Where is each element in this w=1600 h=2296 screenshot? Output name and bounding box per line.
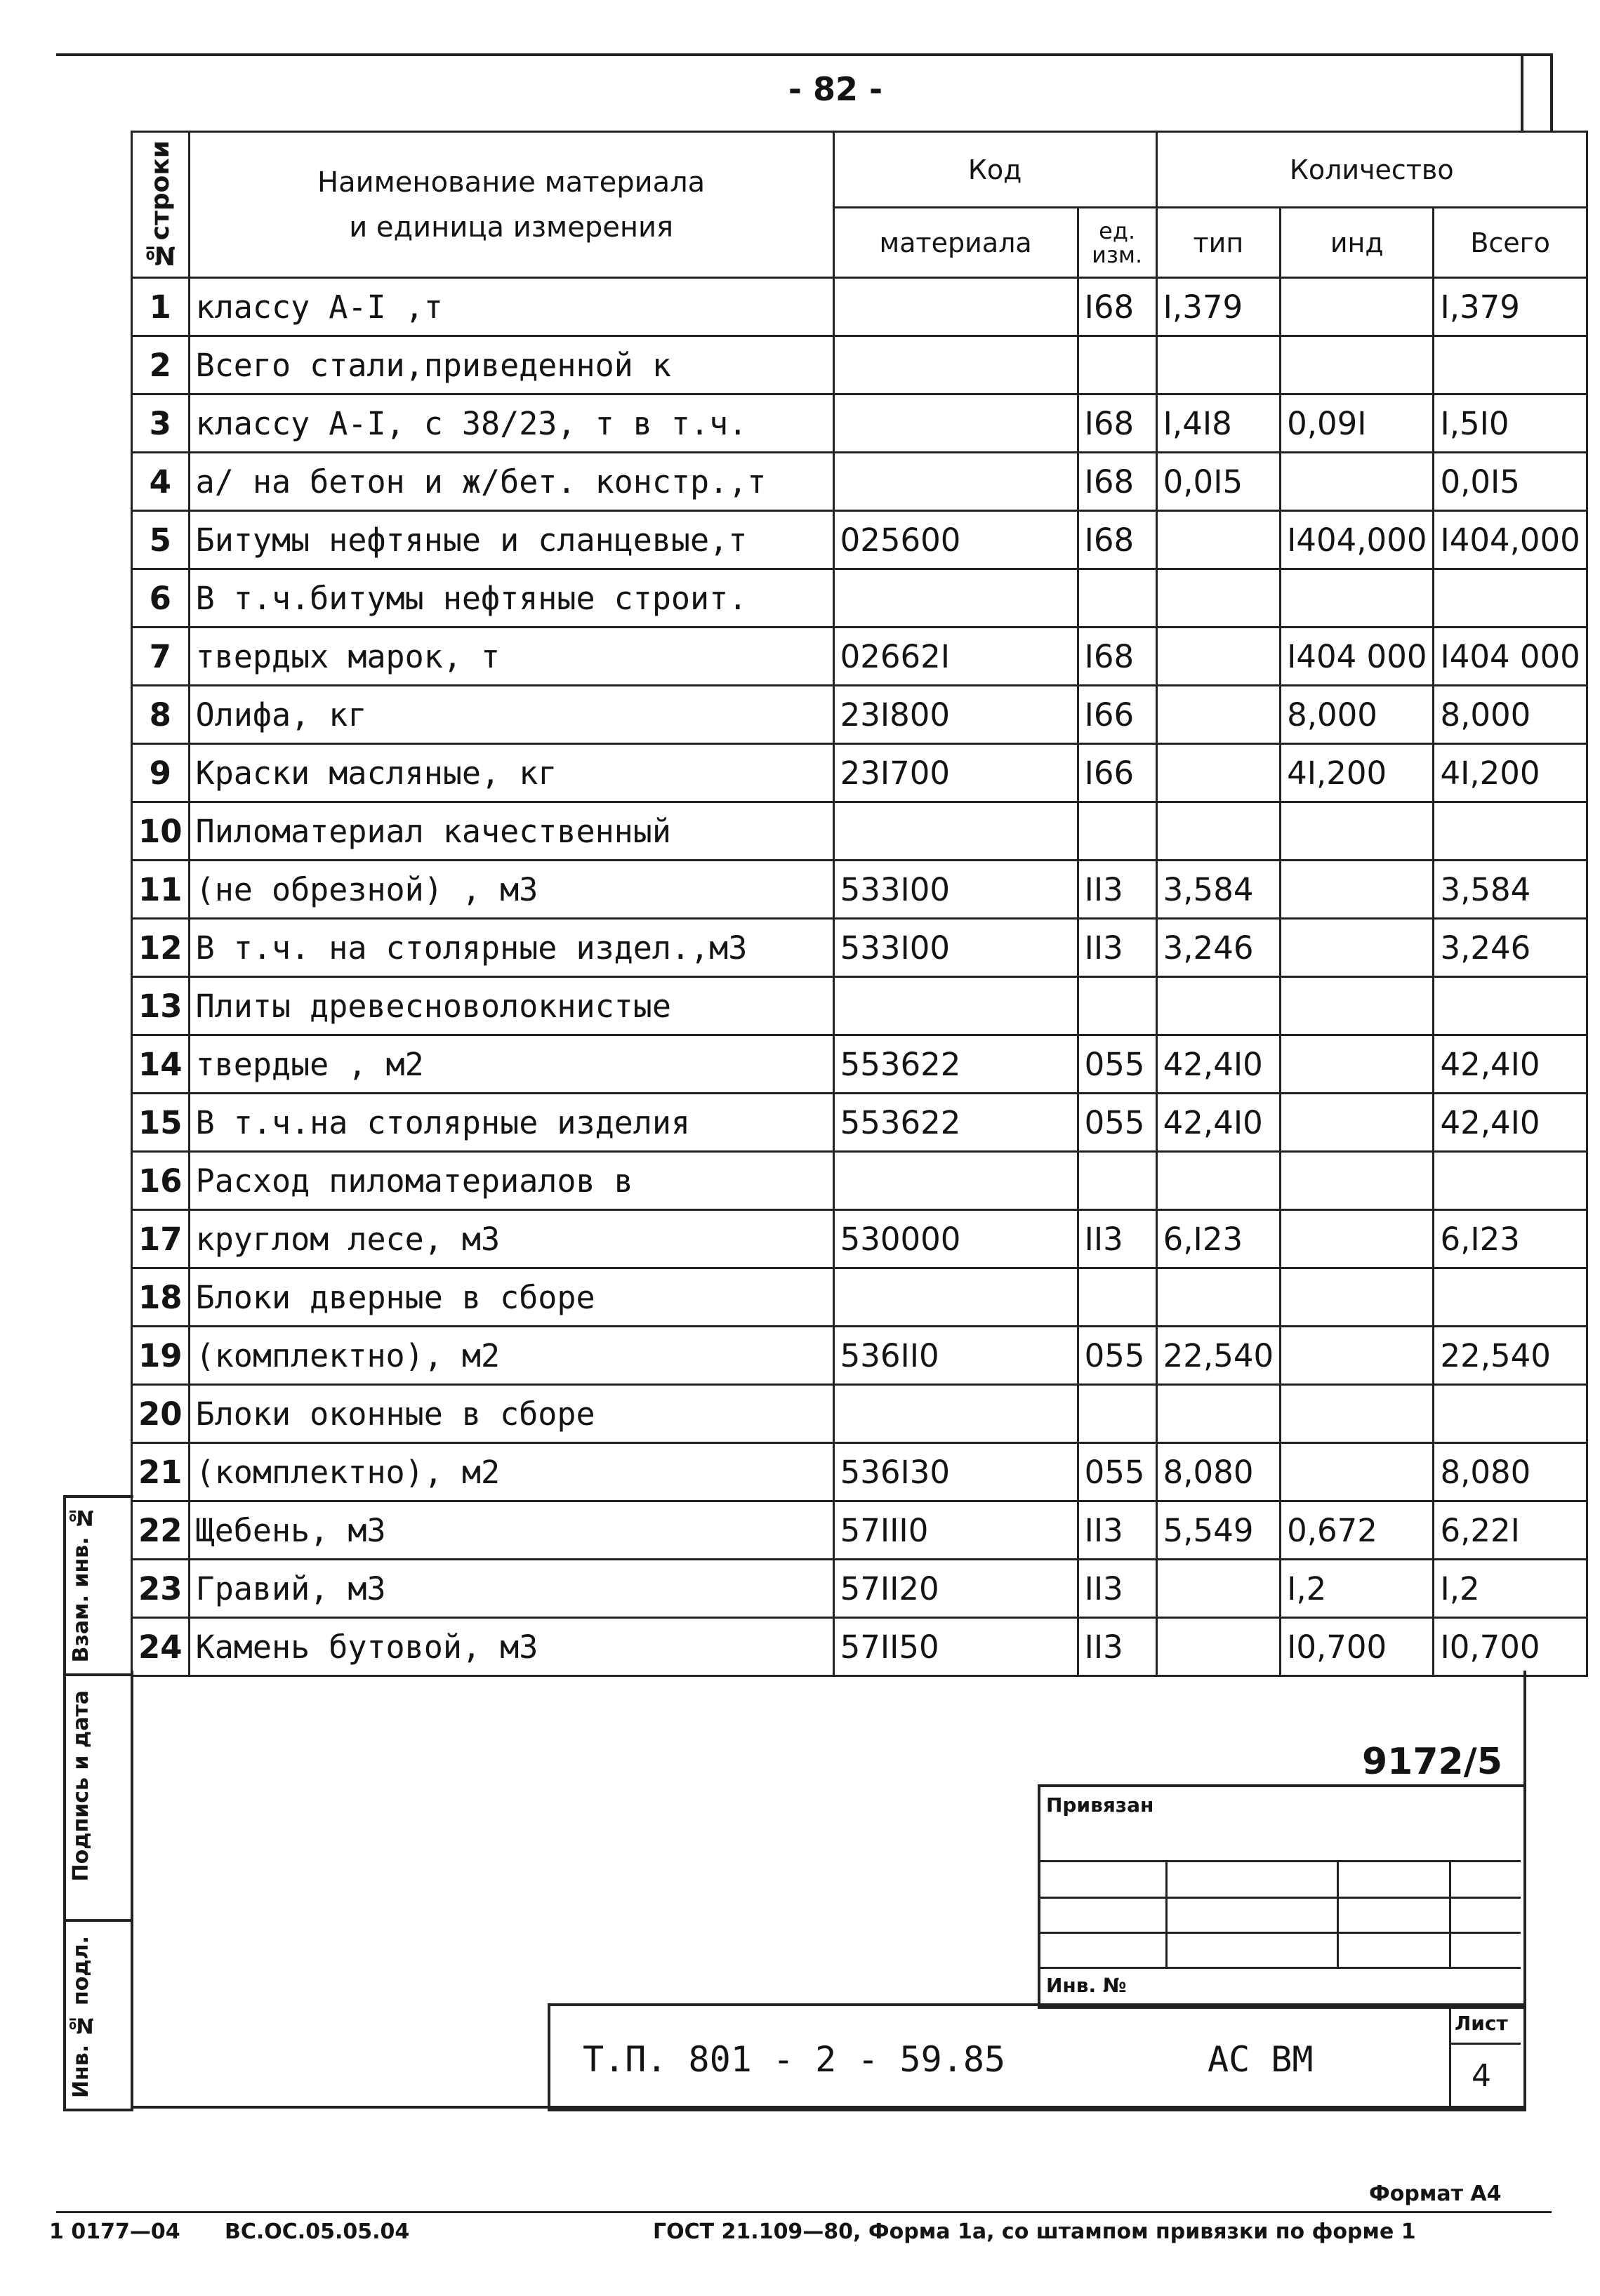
material-code: 536II0 (833, 1327, 1078, 1385)
footer-id: 1 0177—04 (49, 2219, 180, 2244)
header-qty-type: тип (1156, 208, 1280, 278)
row-number: 22 (132, 1501, 190, 1560)
material-code (833, 453, 1078, 511)
unit-code: 055 (1078, 1443, 1156, 1501)
material-code: 533I00 (833, 919, 1078, 977)
qty-type: 0,0I5 (1156, 453, 1280, 511)
table-row (132, 1618, 1587, 1676)
header-qty-ind: инд (1281, 208, 1434, 278)
unit-code: I66 (1078, 744, 1156, 802)
qty-total: I404 000 (1434, 628, 1587, 686)
qty-type (1156, 1560, 1280, 1618)
unit-code (1078, 977, 1156, 1035)
material-name: Расход пиломатериалов в (189, 1152, 833, 1210)
row-number: 18 (132, 1268, 190, 1327)
table-row (132, 394, 1587, 453)
qty-ind (1281, 1035, 1434, 1094)
row-number: 16 (132, 1152, 190, 1210)
qty-total: I0,700 (1434, 1618, 1587, 1676)
row-number: 19 (132, 1327, 190, 1385)
unit-code (1078, 1152, 1156, 1210)
qty-total: 42,4I0 (1434, 1094, 1587, 1152)
table-row (132, 1560, 1587, 1618)
unit-code: I68 (1078, 394, 1156, 453)
format-label: Формат А4 (1369, 2182, 1502, 2206)
material-name: (комплектно), м2 (189, 1443, 833, 1501)
material-code: 57III0 (833, 1501, 1078, 1560)
material-code: 530000 (833, 1210, 1078, 1268)
table-row (132, 919, 1587, 977)
material-code (833, 394, 1078, 453)
table-row (132, 1210, 1587, 1268)
drawing-mark: АС ВМ (1208, 2039, 1314, 2080)
material-code: 553622 (833, 1035, 1078, 1094)
qty-ind (1281, 1268, 1434, 1327)
stamp-privyazan: Привязан (1046, 1793, 1154, 1817)
sidebar-inv-vzam: Взам. инв. № (66, 1498, 133, 1676)
qty-ind (1281, 1094, 1434, 1152)
qty-total (1434, 1268, 1587, 1327)
qty-type: 5,549 (1156, 1501, 1280, 1560)
header-qty-total: Всего (1434, 208, 1587, 278)
row-number: 24 (132, 1618, 190, 1676)
qty-total: I,379 (1434, 278, 1587, 336)
qty-total (1434, 1385, 1587, 1443)
qty-type: 8,080 (1156, 1443, 1280, 1501)
material-code (833, 977, 1078, 1035)
unit-code: I68 (1078, 511, 1156, 569)
qty-total (1434, 336, 1587, 394)
material-code (833, 1152, 1078, 1210)
material-name: (не обрезной) , м3 (189, 861, 833, 919)
qty-ind (1281, 861, 1434, 919)
document-code: 9172/5 (1362, 1741, 1502, 1783)
material-code (833, 1268, 1078, 1327)
page-frame-top (56, 53, 1552, 56)
unit-code (1078, 336, 1156, 394)
qty-total: 3,584 (1434, 861, 1587, 919)
row-number: 15 (132, 1094, 190, 1152)
material-code (833, 278, 1078, 336)
qty-type (1156, 744, 1280, 802)
row-number: 13 (132, 977, 190, 1035)
row-number: 12 (132, 919, 190, 977)
row-number: 9 (132, 744, 190, 802)
qty-ind: 4I,200 (1281, 744, 1434, 802)
stamp-line (1449, 2003, 1451, 2109)
unit-code: 055 (1078, 1327, 1156, 1385)
material-code: 57II50 (833, 1618, 1078, 1676)
stamp-line (1038, 1967, 1521, 1969)
sheet-label: Лист (1455, 2012, 1508, 2035)
row-number: 11 (132, 861, 190, 919)
qty-type (1156, 1385, 1280, 1443)
qty-type (1156, 1618, 1280, 1676)
row-number: 3 (132, 394, 190, 453)
qty-type (1156, 802, 1280, 861)
material-name: классу А-I, с 38/23, т в т.ч. (189, 394, 833, 453)
qty-ind (1281, 1210, 1434, 1268)
qty-total (1434, 977, 1587, 1035)
unit-code: I68 (1078, 453, 1156, 511)
table-row (132, 802, 1587, 861)
qty-type: 22,540 (1156, 1327, 1280, 1385)
qty-total: I404,000 (1434, 511, 1587, 569)
qty-type (1156, 686, 1280, 744)
unit-code: II3 (1078, 1560, 1156, 1618)
page-number: - 82 - (788, 70, 883, 108)
row-number: 20 (132, 1385, 190, 1443)
qty-type: 42,4I0 (1156, 1035, 1280, 1094)
table-row (132, 744, 1587, 802)
qty-total (1434, 802, 1587, 861)
table-row (132, 511, 1587, 569)
material-name: Краски масляные, кг (189, 744, 833, 802)
qty-type (1156, 569, 1280, 628)
material-name: Блоки оконные в сборе (189, 1385, 833, 1443)
table-row (132, 453, 1587, 511)
qty-type (1156, 511, 1280, 569)
qty-total: I,5I0 (1434, 394, 1587, 453)
material-name: Битумы нефтяные и сланцевые,т (189, 511, 833, 569)
row-number: 8 (132, 686, 190, 744)
qty-type: 6,I23 (1156, 1210, 1280, 1268)
unit-code (1078, 1385, 1156, 1443)
row-number: 5 (132, 511, 190, 569)
table-row (132, 686, 1587, 744)
header-code: Код (833, 132, 1156, 208)
material-name: твердых марок, т (189, 628, 833, 686)
header-code-material: материала (833, 208, 1078, 278)
row-number: 4 (132, 453, 190, 511)
material-name: а/ на бетон и ж/бет. констр.,т (189, 453, 833, 511)
stamp-inv-no: Инв. № (1046, 1974, 1127, 1997)
material-name: Всего стали,приведенной к (189, 336, 833, 394)
unit-code (1078, 569, 1156, 628)
page-frame-right-outer (1550, 53, 1553, 131)
unit-code: I68 (1078, 628, 1156, 686)
stamp-line (1165, 1860, 1168, 1967)
qty-type: I,379 (1156, 278, 1280, 336)
qty-ind (1281, 336, 1434, 394)
stamp-line (1038, 1897, 1521, 1899)
row-number: 23 (132, 1560, 190, 1618)
table-row (132, 977, 1587, 1035)
material-name: Щебень, м3 (189, 1501, 833, 1560)
project-number: Т.П. 801 - 2 - 59.85 (583, 2039, 1006, 2080)
qty-type: 3,246 (1156, 919, 1280, 977)
material-code: 025600 (833, 511, 1078, 569)
qty-ind: 0,672 (1281, 1501, 1434, 1560)
qty-total: 3,246 (1434, 919, 1587, 977)
qty-total: 22,540 (1434, 1327, 1587, 1385)
row-number: 1 (132, 278, 190, 336)
material-name: Плиты древесноволокнистые (189, 977, 833, 1035)
table-row (132, 278, 1587, 336)
qty-type (1156, 336, 1280, 394)
table-row (132, 1385, 1587, 1443)
header-row-number: №строки (132, 132, 190, 278)
qty-ind: I,2 (1281, 1560, 1434, 1618)
material-code (833, 569, 1078, 628)
unit-code: 055 (1078, 1035, 1156, 1094)
qty-total (1434, 569, 1587, 628)
table-row (132, 628, 1587, 686)
qty-type: I,4I8 (1156, 394, 1280, 453)
row-number: 21 (132, 1443, 190, 1501)
material-name: круглом лесе, м3 (189, 1210, 833, 1268)
unit-code: II3 (1078, 919, 1156, 977)
unit-code: II3 (1078, 1210, 1156, 1268)
footer-rule (56, 2211, 1552, 2213)
unit-code: I66 (1078, 686, 1156, 744)
row-number: 14 (132, 1035, 190, 1094)
material-name: Блоки дверные в сборе (189, 1268, 833, 1327)
unit-code (1078, 1268, 1156, 1327)
qty-total: 8,000 (1434, 686, 1587, 744)
table-row (132, 861, 1587, 919)
row-number: 10 (132, 802, 190, 861)
qty-total (1434, 1152, 1587, 1210)
qty-ind: I404,000 (1281, 511, 1434, 569)
table-row (132, 1035, 1587, 1094)
qty-ind (1281, 1385, 1434, 1443)
qty-type (1156, 977, 1280, 1035)
stamp-line (1337, 1860, 1339, 1967)
unit-code: I68 (1078, 278, 1156, 336)
qty-ind (1281, 1443, 1434, 1501)
footer-gost: ГОСТ 21.109—80, Форма 1а, со штампом привязки по форме 1 (653, 2219, 1416, 2244)
qty-total: 6,I23 (1434, 1210, 1587, 1268)
material-name: В т.ч.битумы нефтяные строит. (189, 569, 833, 628)
unit-code (1078, 802, 1156, 861)
table-row (132, 1327, 1587, 1385)
table-row (132, 336, 1587, 394)
qty-type: 42,4I0 (1156, 1094, 1280, 1152)
table-row (132, 569, 1587, 628)
row-number: 2 (132, 336, 190, 394)
material-code: 23I700 (833, 744, 1078, 802)
footer-code: ВС.ОС.05.05.04 (225, 2219, 410, 2244)
qty-ind: I0,700 (1281, 1618, 1434, 1676)
qty-ind (1281, 453, 1434, 511)
page-frame-right (1521, 53, 1523, 131)
material-code: 23I800 (833, 686, 1078, 744)
qty-total: 42,4I0 (1434, 1035, 1587, 1094)
qty-type (1156, 1152, 1280, 1210)
qty-total: 4I,200 (1434, 744, 1587, 802)
unit-code: II3 (1078, 1618, 1156, 1676)
sidebar-inv-podl: Инв. № подл. (69, 1936, 93, 2099)
unit-code: II3 (1078, 1501, 1156, 1560)
row-number: 17 (132, 1210, 190, 1268)
material-name: Камень бутовой, м3 (189, 1618, 833, 1676)
qty-type (1156, 1268, 1280, 1327)
qty-ind (1281, 1327, 1434, 1385)
material-code (833, 802, 1078, 861)
stamp-line (1449, 2043, 1521, 2045)
qty-ind (1281, 278, 1434, 336)
qty-total: 6,22I (1434, 1501, 1587, 1560)
materials-table (131, 131, 1588, 1677)
material-name: Олифа, кг (189, 686, 833, 744)
qty-ind (1281, 802, 1434, 861)
material-code (833, 336, 1078, 394)
qty-type: 3,584 (1156, 861, 1280, 919)
unit-code: 055 (1078, 1094, 1156, 1152)
row-number: 7 (132, 628, 190, 686)
stamp-line (1038, 1932, 1521, 1934)
material-code: 02662I (833, 628, 1078, 686)
material-code (833, 1385, 1078, 1443)
qty-ind: I404 000 (1281, 628, 1434, 686)
material-name: (комплектно), м2 (189, 1327, 833, 1385)
stamp-line (1449, 1860, 1451, 1967)
material-name: твердые , м2 (189, 1035, 833, 1094)
qty-ind (1281, 977, 1434, 1035)
table-row (132, 1152, 1587, 1210)
material-name: Пиломатериал качественный (189, 802, 833, 861)
material-code: 553622 (833, 1094, 1078, 1152)
qty-ind (1281, 1152, 1434, 1210)
header-quantity: Количество (1156, 132, 1587, 208)
table-row (132, 1268, 1587, 1327)
material-code: 536I30 (833, 1443, 1078, 1501)
left-sidebar-stamp (63, 1495, 133, 2111)
header-material-name: Наименование материала и единица измерения (189, 132, 833, 278)
unit-code: II3 (1078, 861, 1156, 919)
qty-total: I,2 (1434, 1560, 1587, 1618)
header-code-unit: ед. изм. (1078, 208, 1156, 278)
qty-ind: 8,000 (1281, 686, 1434, 744)
material-name: В т.ч.на столярные изделия (189, 1094, 833, 1152)
table-row (132, 1501, 1587, 1560)
table-row (132, 1443, 1587, 1501)
qty-total: 0,0I5 (1434, 453, 1587, 511)
qty-ind: 0,09I (1281, 394, 1434, 453)
material-code: 57II20 (833, 1560, 1078, 1618)
material-name: классу А-I ,т (189, 278, 833, 336)
qty-ind (1281, 569, 1434, 628)
sheet-number: 4 (1472, 2058, 1491, 2094)
qty-ind (1281, 919, 1434, 977)
material-name: В т.ч. на столярные издел.,м3 (189, 919, 833, 977)
material-name: Гравий, м3 (189, 1560, 833, 1618)
row-number: 6 (132, 569, 190, 628)
sidebar-sign-date: Подпись и дата (66, 1676, 133, 1922)
material-code: 533I00 (833, 861, 1078, 919)
stamp-line (1038, 1860, 1521, 1862)
table-row (132, 1094, 1587, 1152)
qty-type (1156, 628, 1280, 686)
qty-total: 8,080 (1434, 1443, 1587, 1501)
